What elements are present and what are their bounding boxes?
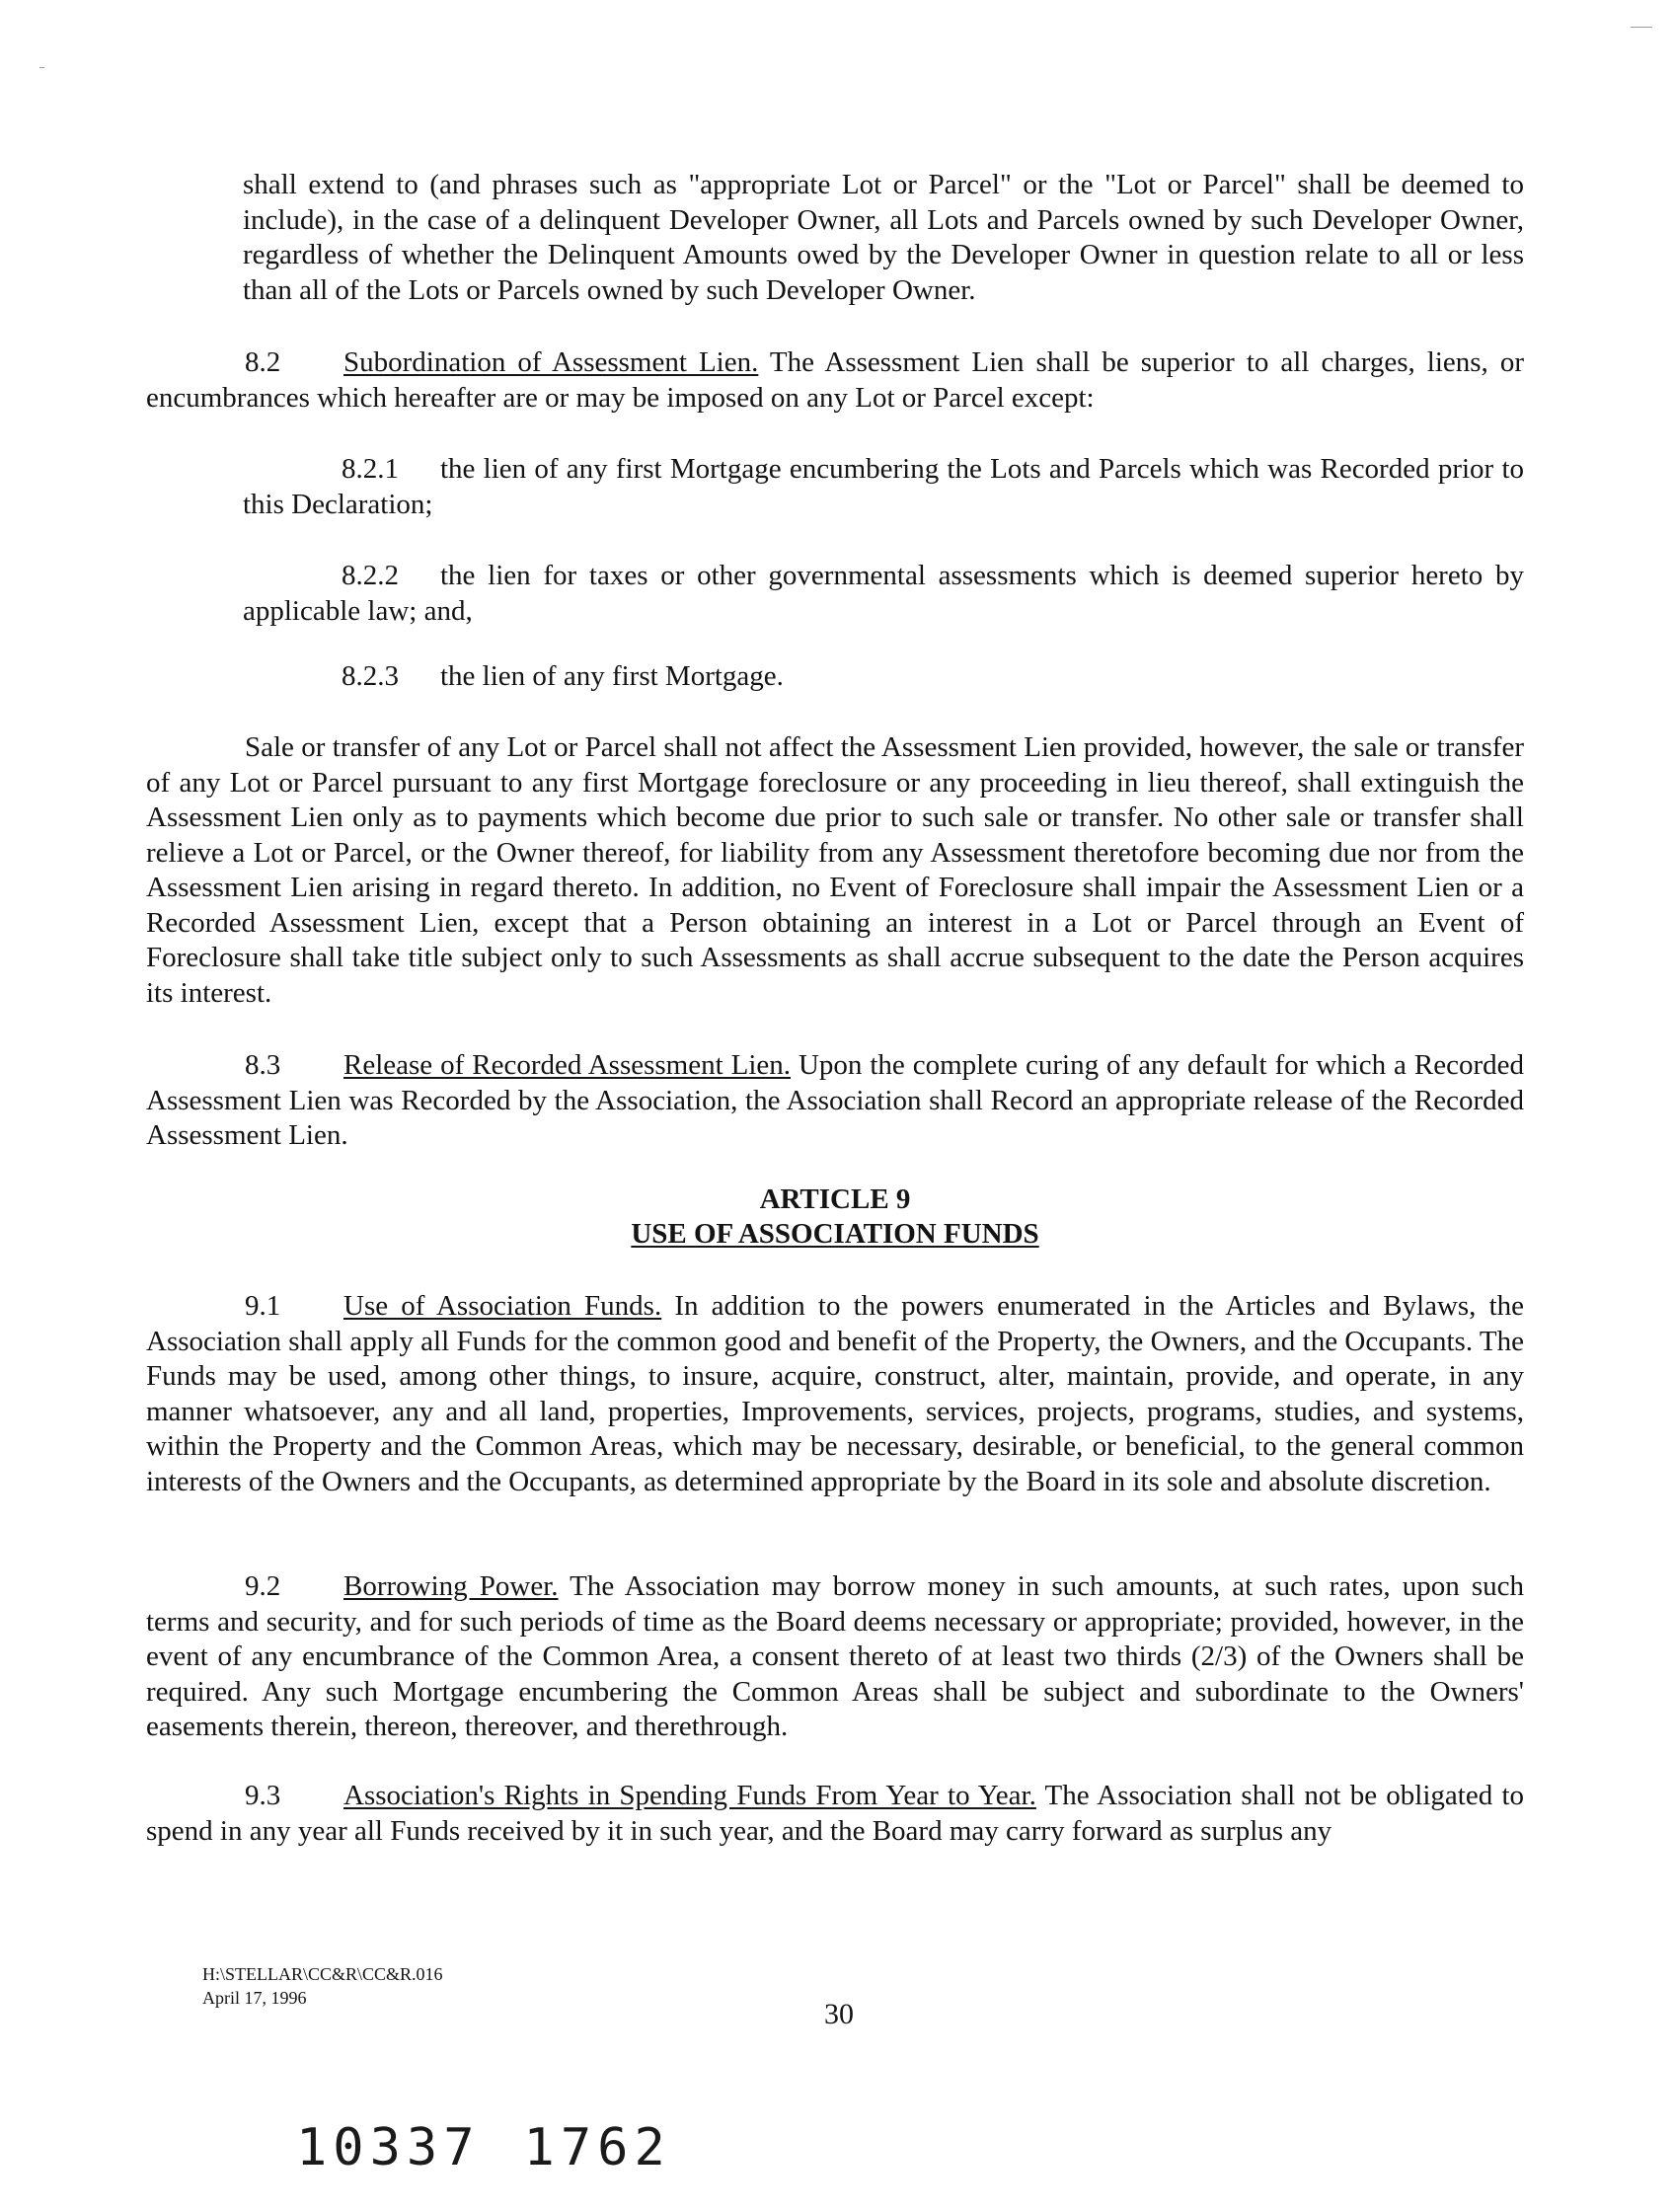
stamp-page-number: 1762 [523, 2118, 671, 2177]
scan-mark [39, 67, 44, 68]
section-8-2 [146, 345, 1524, 416]
section-number: 8.2.2 [342, 560, 399, 591]
section-text: The Assessment Lien shall be superior to all charges, liens, or encumbrances which hereafter are or may be imposed on any Lot or Parcel except: [146, 346, 1524, 414]
article-title: USE OF ASSOCIATION FUNDS [631, 1218, 1039, 1250]
section-text: The Association shall not be obligated to spend in any year all Funds received by it in such year, and the Board may carry forward as surplus any [146, 1780, 1524, 1847]
article-label: ARTICLE 9 [759, 1183, 911, 1215]
section-number: 9.1 [245, 1290, 281, 1322]
section-8-2-1 [243, 452, 1524, 522]
page-number: 30 [824, 1998, 854, 2030]
section-heading: Association's Rights in Spending Funds From Year to Year. [343, 1780, 1036, 1811]
section-heading: Release of Recorded Assessment Lien. [343, 1049, 792, 1081]
footer-file-path: H:\STELLAR\CC&R\CC&R.016 [202, 1964, 443, 1984]
section-9-1 [146, 1289, 1524, 1499]
section-number: 8.2 [245, 346, 281, 378]
section-text: the lien for taxes or other governmental assessments which is deemed superior hereto by applicable law; and, [243, 560, 1524, 627]
article-heading [146, 1182, 1524, 1252]
section-heading: Borrowing Power. [343, 1570, 559, 1602]
section-number: 8.2.1 [342, 453, 399, 485]
intro-paragraph: shall extend to (and phrases such as "appropriate Lot or Parcel" or the "Lot or Parcel" shall be deemed to include), in the case of a delinquent Developer Owner, all Lots and Parcels owned by such Developer Owner, regardless of whether the Delinquent Amounts owed by the Developer Owner in question relate to all or less than all of the Lots or Parcels owned by such Developer Owner. [243, 169, 1524, 306]
section-8-2-3 [243, 659, 1524, 695]
section-heading: Subordination of Assessment Lien. [343, 346, 759, 378]
section-9-2 [146, 1569, 1524, 1745]
section-text: Upon the complete curing of any default for which a Recorded Assessment Lien was Recorded by the Association, the Association shall Record an appropriate release of the Recorded Assessment Lien. [146, 1049, 1524, 1151]
section-number: 8.3 [245, 1049, 281, 1081]
section-heading: Use of Association Funds. [343, 1290, 662, 1322]
section-text: the lien of any first Mortgage encumbering the Lots and Parcels which was Recorded prior to this Declaration; [243, 453, 1524, 520]
section-number: 9.2 [245, 1570, 281, 1602]
section-text: the lien of any first Mortgage. [440, 660, 784, 692]
section-text: In addition to the powers enumerated in the Articles and Bylaws, the Association shall apply all Funds for the common good and benefit of the Property, the Owners, and the Occupants. The Funds may be used, among other things, to insure, acquire, construct, alter, maintain, provide, and operate, in any manner whatsoever, any and all land, properties, Improvements, services, projects, programs, studies, and systems, within the Property and the Common Areas, which may be necessary, desirable, or beneficial, to the general common interests of the Owners and the Occupants, as determined appropriate by the Board in its sole and absolute discretion. [146, 1290, 1525, 1497]
recording-stamp [296, 2118, 715, 2177]
scan-mark [1631, 27, 1652, 28]
stamp-book-number: 10337 [296, 2118, 481, 2177]
sale-transfer-paragraph: Sale or transfer of any Lot or Parcel shall not affect the Assessment Lien provided, however, the sale or transfer of any Lot or Parcel pursuant to any first Mortgage foreclosure or any proceeding in lieu thereof, shall extinguish the Assessment Lien only as to payments which become due prior to such sale or transfer. No other sale or transfer shall relieve a Lot or Parcel, or the Owner thereof, for liability from any Assessment theretofore becoming due nor from the Assessment Lien arising in regard thereto. In addition, no Event of Foreclosure shall impair the Assessment Lien or a Recorded Assessment Lien, except that a Person obtaining an interest in a Lot or Parcel through an Event of Foreclosure shall take title subject only to such Assessments as shall accrue subsequent to the date the Person acquires its interest. [146, 731, 1524, 1009]
section-number: 9.3 [245, 1780, 281, 1811]
section-text: The Association may borrow money in such amounts, at such rates, upon such terms and security, and for such periods of time as the Board deems necessary or appropriate; provided, however, in the event of any encumbrance of the Common Area, a consent thereto of at least two thirds (2/3) of the Owners shall be required. Any such Mortgage encumbering the Common Areas shall be subject and subordinate to the Owners' easements therein, thereon, thereover, and therethrough. [146, 1570, 1524, 1742]
section-8-3 [146, 1048, 1524, 1154]
section-number: 8.2.3 [342, 660, 399, 692]
section-9-3 [146, 1779, 1524, 1849]
section-8-2-2 [243, 559, 1524, 629]
footer-date: April 17, 1996 [202, 1988, 307, 2008]
